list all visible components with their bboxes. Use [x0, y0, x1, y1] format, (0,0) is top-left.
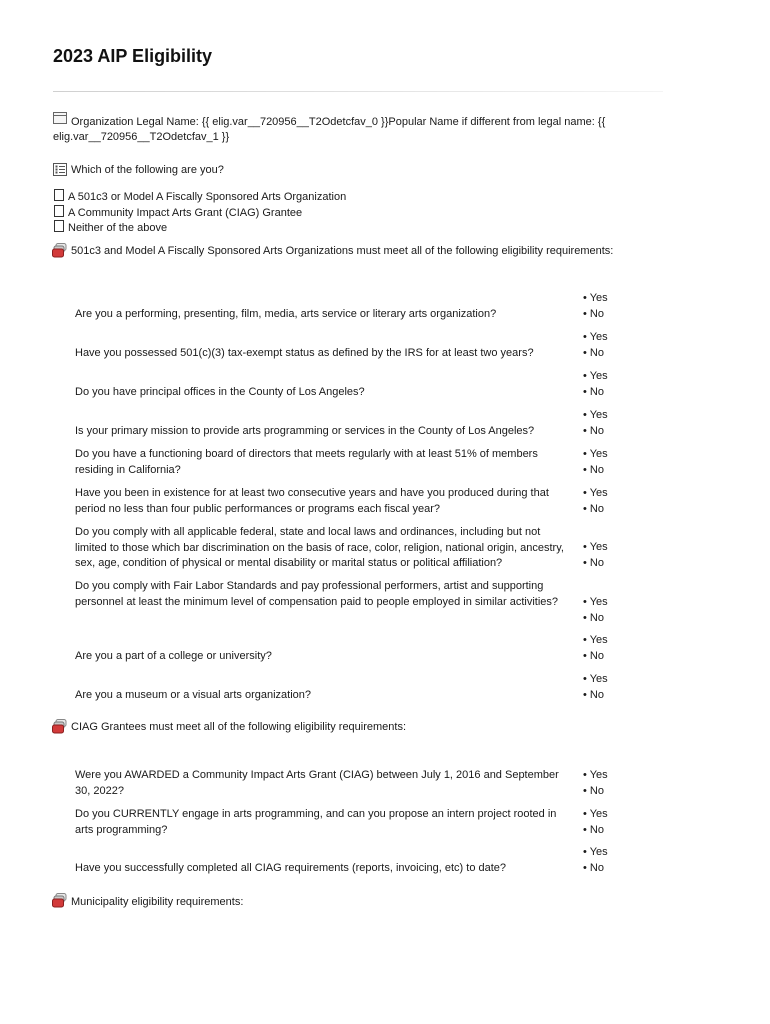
answer-options[interactable]: [583, 291, 608, 322]
no-option[interactable]: • No: [583, 784, 604, 797]
which-question: Which of the following are you?: [71, 164, 224, 176]
yes-option[interactable]: • Yes: [583, 292, 608, 304]
answer-options[interactable]: [583, 540, 608, 571]
question-law-compliance: Do you comply with all applicable federal, state and local laws and ordinances, including but not limited to those which bar discrimination on the basis of race, color, religion, national origin, ancestry, sex, age, condition of physical or mental disability or marital status or political affiliation?: [75, 526, 564, 569]
yes-option[interactable]: • Yes: [583, 487, 608, 499]
no-option[interactable]: • No: [583, 502, 604, 515]
section-heading-ciag: CIAG Grantees must meet all of the following eligibility requirements:: [71, 721, 407, 733]
question-arts-organization: Are you a performing, presenting, film, media, arts service or literary arts organization?: [75, 308, 497, 320]
no-option[interactable]: • No: [583, 463, 604, 476]
yes-option[interactable]: • Yes: [583, 808, 608, 820]
answer-options[interactable]: [583, 447, 608, 478]
no-option[interactable]: • No: [583, 346, 604, 359]
question-existence: Have you been in existence for at least two consecutive years and have you produced during that period no less than four public performances or programs each fiscal year?: [75, 487, 549, 515]
answer-options[interactable]: [583, 408, 608, 439]
question-ciag-awarded: Were you AWARDED a Community Impact Arts Grant (CIAG) between July 1, 2016 and September 30, 2022?: [75, 769, 559, 797]
no-option[interactable]: • No: [583, 823, 604, 836]
checkbox[interactable]: [54, 220, 64, 232]
question-501c3-status: Have you possessed 501(c)(3) tax-exempt status as defined by the IRS for at least two years?: [75, 347, 534, 359]
yes-option[interactable]: • Yes: [583, 409, 608, 421]
organization-name-field[interactable]: [53, 115, 653, 145]
no-option[interactable]: • No: [583, 611, 604, 624]
no-option[interactable]: • No: [583, 649, 604, 662]
yes-option[interactable]: • Yes: [583, 596, 608, 608]
answer-options[interactable]: [583, 807, 608, 838]
yes-option[interactable]: • Yes: [583, 846, 608, 858]
no-option[interactable]: • No: [583, 861, 604, 874]
page-title: 2023 AIP Eligibility: [53, 46, 213, 66]
list-icon: [53, 163, 67, 176]
option-ciag[interactable]: A Community Impact Arts Grant (CIAG) Grantee: [54, 205, 302, 221]
option-501c3[interactable]: A 501c3 or Model A Fiscally Sponsored Arts Organization: [54, 189, 346, 205]
question-college-university: Are you a part of a college or university?: [75, 650, 272, 662]
question-ciag-requirements: Have you successfully completed all CIAG requirements (reports, invoicing, etc) to date?: [75, 862, 507, 874]
no-option[interactable]: • No: [583, 307, 604, 320]
answer-options[interactable]: [583, 672, 608, 703]
answer-options[interactable]: [583, 633, 608, 664]
yes-option[interactable]: • Yes: [583, 769, 608, 781]
checkbox[interactable]: [54, 189, 64, 201]
checkbox[interactable]: [54, 205, 64, 217]
answer-options[interactable]: [583, 369, 608, 400]
section-stack-icon: [52, 243, 68, 258]
question-primary-mission: Is your primary mission to provide arts programming or services in the County of Los Angeles?: [75, 425, 535, 437]
yes-option[interactable]: • Yes: [583, 331, 608, 343]
question-principal-offices: Do you have principal offices in the County of Los Angeles?: [75, 386, 365, 398]
answer-options[interactable]: [583, 768, 608, 799]
title-divider: [53, 91, 663, 92]
question-board-of-directors: Do you have a functioning board of directors that meets regularly with at least 51% of members residing in California?: [75, 448, 538, 476]
yes-option[interactable]: • Yes: [583, 541, 608, 553]
question-currently-engage: Do you CURRENTLY engage in arts programming, and can you propose an intern project rooted in arts programming?: [75, 808, 557, 836]
section-stack-icon: [52, 719, 68, 734]
no-option[interactable]: • No: [583, 385, 604, 398]
question-fair-labor: Do you comply with Fair Labor Standards and pay professional performers, artist and supporting personnel at least the minimum level of compensation paid to people employed in similar activities?: [75, 580, 559, 608]
option-neither[interactable]: Neither of the above: [54, 220, 167, 236]
no-option[interactable]: • No: [583, 556, 604, 569]
section-stack-icon: [52, 893, 68, 908]
no-option[interactable]: • No: [583, 424, 604, 437]
section-heading-501c3: 501c3 and Model A Fiscally Sponsored Arts Organizations must meet all of the following eligibility requirements:: [71, 245, 614, 257]
yes-option[interactable]: • Yes: [583, 673, 608, 685]
yes-option[interactable]: • Yes: [583, 370, 608, 382]
no-option[interactable]: • No: [583, 688, 604, 701]
question-museum: Are you a museum or a visual arts organization?: [75, 689, 312, 701]
yes-option[interactable]: • Yes: [583, 634, 608, 646]
yes-option[interactable]: • Yes: [583, 448, 608, 460]
section-heading-municipality: Municipality eligibility requirements:: [71, 896, 244, 908]
answer-options[interactable]: [583, 845, 608, 876]
answer-options[interactable]: [583, 486, 608, 517]
organization-name-text: Organization Legal Name: {{ elig.var__720956__T2Odetcfav_0 }}Popular Name if different from legal name: {{ elig.var__720956__T2Odetcfav_1 }}: [53, 116, 606, 143]
answer-options[interactable]: [583, 330, 608, 361]
answer-options[interactable]: [583, 595, 608, 626]
